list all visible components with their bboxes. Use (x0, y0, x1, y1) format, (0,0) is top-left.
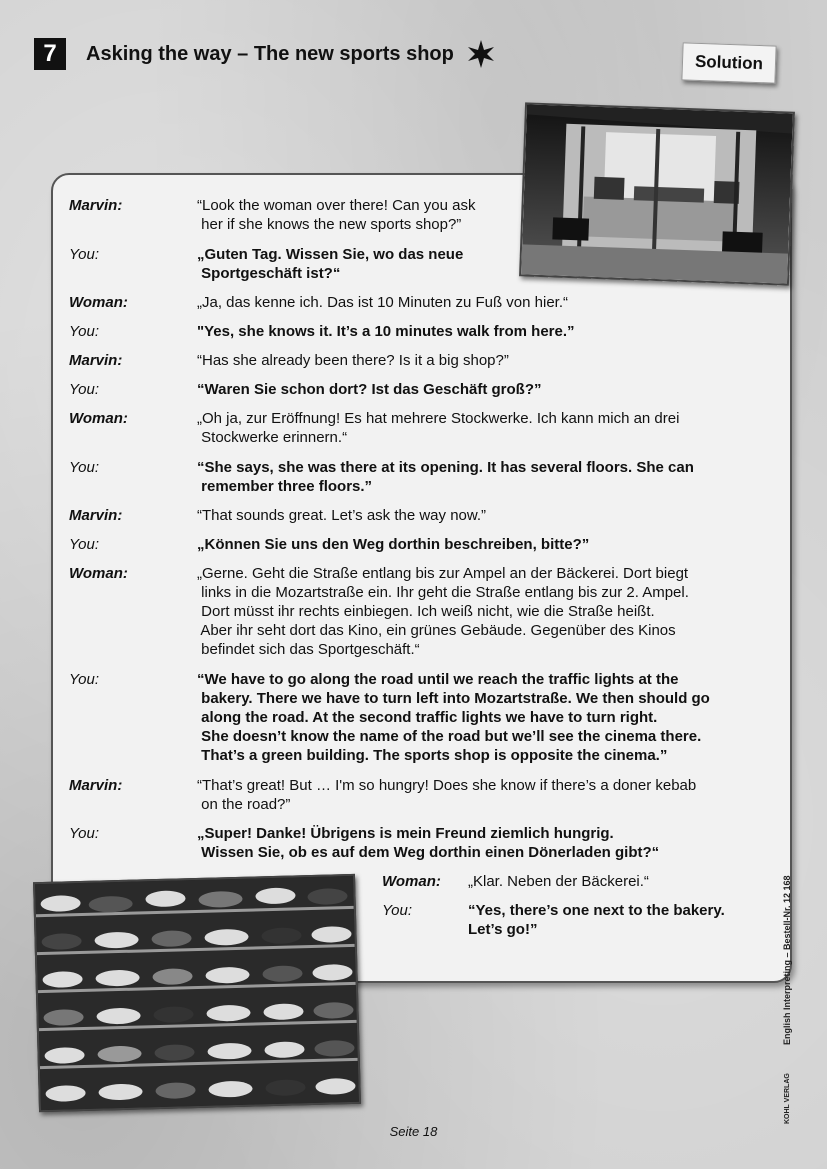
sneaker-wall-photo (33, 874, 361, 1112)
dialog-text (197, 824, 757, 862)
speaker-label: You: (69, 671, 100, 688)
dialog-text-line: Wissen Sie, ob es auf dem Weg dorthin einen Dönerladen gibt?“ (197, 844, 660, 861)
dialog-text-line: „Können Sie uns den Weg dorthin beschreiben, bitte?” (197, 536, 590, 553)
dialog-text (197, 293, 757, 312)
dialog-text-line: “That’s great! But … I'm so hungry! Does she know if there’s a doner kebab (197, 777, 697, 794)
speaker-label: Woman: (69, 294, 128, 311)
dialog-text-line: That’s a green building. The sports shop is opposite the cinema.” (197, 747, 668, 764)
dialog-text-line: “Look the woman over there! Can you ask (197, 197, 476, 214)
dialog-text (197, 351, 757, 370)
dialog-text (197, 322, 757, 341)
dialog-text (197, 458, 757, 496)
speaker-label: You: (69, 459, 100, 476)
dialog-text-line: “We have to go along the road until we reach the traffic lights at the (197, 671, 679, 688)
speaker-label: You: (69, 323, 100, 340)
dialog-text (197, 564, 757, 659)
dialog-text-line: „Oh ja, zur Eröffnung! Es hat mehrere Stockwerke. Ich kann mich an drei (197, 410, 680, 427)
speaker-label: Marvin: (69, 197, 123, 214)
dialog-text (197, 506, 757, 525)
dialog-text (197, 670, 757, 765)
speaker-label: Woman: (382, 873, 441, 890)
dialog-text-line: „Super! Danke! Übrigens is mein Freund ziemlich hungrig. (197, 825, 614, 842)
dialog-text (197, 380, 757, 399)
dialog-text-line: bakery. There we have to turn left into Mozartstraße. We then should go (197, 690, 710, 707)
dialog-text-line: “That sounds great. Let’s ask the way now.” (197, 507, 487, 524)
dialog-text-line: Aber ihr seht dort das Kino, ein grünes Gebäude. Gegenüber des Kinos (197, 622, 676, 639)
dialog-text-line: “Yes, there’s one next to the bakery. (468, 902, 725, 919)
page-number: Seite 18 (389, 1124, 438, 1139)
dialog-text (197, 776, 757, 814)
dialog-text-line: along the road. At the second traffic lights we have to turn right. (197, 709, 658, 726)
dialog-text-line: Stockwerke erinnern.“ (197, 429, 348, 446)
speaker-label: Marvin: (69, 777, 123, 794)
dialog-text (468, 901, 788, 939)
dialog-text (468, 872, 788, 891)
solution-badge: Solution (681, 42, 776, 83)
speaker-label: You: (69, 246, 100, 263)
dialog-text-line: „Gerne. Geht die Straße entlang bis zur Ampel an der Bäckerei. Dort biegt (197, 565, 689, 582)
speaker-label: You: (382, 902, 413, 919)
dialog-text-line: Dort müsst ihr rechts einbiegen. Ich weiß nicht, wie die Straße heißt. (197, 603, 655, 620)
dialog-text-line: She doesn’t know the name of the road but we’ll see the cinema there. (197, 728, 702, 745)
dialog-text-line: on the road?” (197, 796, 291, 813)
speaker-label: Woman: (69, 410, 128, 427)
dialog-text-line: „Ja, das kenne ich. Das ist 10 Minuten zu Fuß von hier.“ (197, 294, 569, 311)
speaker-label: Marvin: (69, 507, 123, 524)
dialog-text-line: links in die Mozartstraße ein. Ihr geht die Straße entlang bis zur 2. Ampel. (197, 584, 689, 601)
speaker-label: You: (69, 536, 100, 553)
dialog-text (197, 409, 757, 447)
star-icon (466, 39, 496, 69)
dialog-text-line: „Klar. Neben der Bäckerei.“ (468, 873, 649, 890)
dialog-text-line: befindet sich das Sportgeschäft.“ (197, 641, 420, 658)
publisher-logo: KOHL VERLAG (784, 1073, 791, 1124)
dialog-text-line: “She says, she was there at its opening. It has several floors. She can (197, 459, 694, 476)
page-title: Asking the way – The new sports shop (86, 42, 454, 65)
page-header (34, 38, 496, 70)
side-order-text: English Interpreting – Bestell-Nr. 12 168 (782, 875, 792, 1045)
dialog-text (197, 535, 757, 554)
dialog-text-line: Sportgeschäft ist?“ (197, 265, 341, 282)
dialog-text-line: Let’s go!” (468, 921, 538, 938)
dialog-text-line: her if she knows the new sports shop?” (197, 216, 462, 233)
dialog-text-line: “Waren Sie schon dort? Ist das Geschäft groß?” (197, 381, 542, 398)
dialog-text (197, 245, 757, 283)
dialog-text-line: “Has she already been there? Is it a big shop?” (197, 352, 509, 369)
dialog-text-line: remember three floors.” (197, 478, 373, 495)
speaker-label: Woman: (69, 565, 128, 582)
speaker-label: You: (69, 381, 100, 398)
speaker-label: Marvin: (69, 352, 123, 369)
dialog-text-line: "Yes, she knows it. It’s a 10 minutes walk from here.” (197, 323, 575, 340)
dialog-text-line: „Guten Tag. Wissen Sie, wo das neue (197, 246, 464, 263)
task-number: 7 (34, 38, 66, 70)
speaker-label: You: (69, 825, 100, 842)
dialog-text (197, 196, 757, 234)
